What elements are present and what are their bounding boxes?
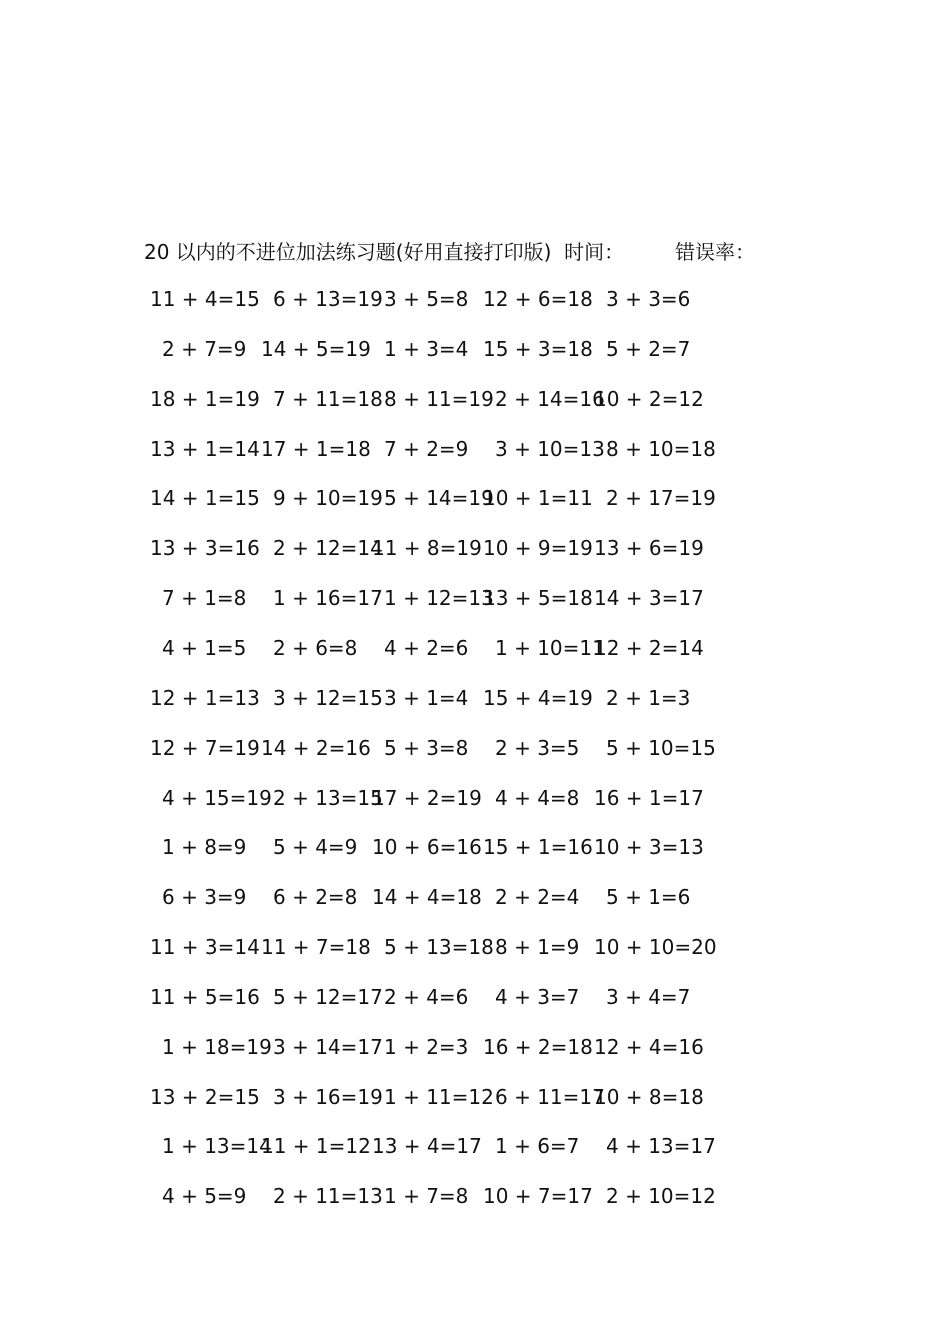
problem-cell: 2 + 2=4 (495, 885, 580, 910)
problem-cell: 1 + 11=12 (384, 1084, 494, 1109)
problem-cell: 5 + 1=6 (606, 885, 691, 910)
problem-cell: 6 + 11=17 (495, 1084, 605, 1109)
problem-cell: 11 + 4=15 (150, 287, 260, 311)
problem-row (0, 1033, 950, 1061)
problem-row (0, 1083, 950, 1111)
problem-row (0, 883, 950, 911)
problem-row (0, 335, 950, 363)
problem-cell: 12 + 6=18 (483, 287, 593, 311)
problem-cell: 7 + 1=8 (162, 586, 247, 611)
problem-cell: 14 + 4=18 (372, 885, 482, 910)
problem-cell: 8 + 10=18 (606, 436, 716, 461)
problem-cell: 4 + 4=8 (495, 785, 580, 810)
problem-cell: 11 + 5=16 (150, 984, 260, 1009)
problem-cell: 13 + 6=19 (594, 536, 704, 561)
problem-row (0, 634, 950, 662)
problem-row (0, 734, 950, 762)
problem-cell: 17 + 1=18 (261, 436, 371, 461)
problem-cell: 14 + 5=19 (261, 336, 371, 361)
problem-cell: 6 + 13=19 (273, 287, 383, 311)
problem-cell: 12 + 2=14 (594, 635, 704, 660)
problem-cell: 10 + 6=16 (372, 835, 482, 860)
problem-row (0, 285, 950, 313)
problem-cell: 1 + 18=19 (162, 1034, 272, 1059)
problem-cell: 13 + 4=17 (372, 1134, 482, 1159)
problem-cell: 2 + 12=14 (273, 536, 383, 561)
problem-cell: 10 + 3=13 (594, 835, 704, 860)
problem-row (0, 833, 950, 861)
problem-cell: 12 + 1=13 (150, 685, 260, 710)
problem-cell: 4 + 1=5 (162, 635, 247, 660)
problem-cell: 16 + 1=17 (594, 785, 704, 810)
problem-row (0, 684, 950, 712)
problem-cell: 3 + 3=6 (606, 287, 691, 311)
problem-cell: 9 + 10=19 (273, 486, 383, 511)
problem-row (0, 933, 950, 961)
problem-cell: 2 + 7=9 (162, 336, 247, 361)
problem-cell: 13 + 3=16 (150, 536, 260, 561)
problem-cell: 2 + 10=12 (606, 1184, 716, 1209)
problem-cell: 2 + 13=15 (273, 785, 383, 810)
problem-cell: 1 + 12=13 (384, 586, 494, 611)
problem-cell: 5 + 13=18 (384, 935, 494, 960)
problem-cell: 15 + 1=16 (483, 835, 593, 860)
problem-cell: 3 + 10=13 (495, 436, 605, 461)
problem-cell: 14 + 1=15 (150, 486, 260, 511)
problem-cell: 3 + 14=17 (273, 1034, 383, 1059)
problem-cell: 2 + 11=13 (273, 1184, 383, 1209)
problem-cell: 18 + 1=19 (150, 386, 260, 411)
problem-cell: 4 + 5=9 (162, 1184, 247, 1209)
problem-cell: 11 + 7=18 (261, 935, 371, 960)
problem-cell: 13 + 1=14 (150, 436, 260, 461)
problem-cell: 1 + 13=14 (162, 1134, 272, 1159)
problem-cell: 1 + 8=9 (162, 835, 247, 860)
problem-cell: 3 + 5=8 (384, 287, 469, 311)
problem-cell: 1 + 16=17 (273, 586, 383, 611)
problem-row (0, 983, 950, 1011)
problem-cell: 1 + 3=4 (384, 336, 469, 361)
problem-cell: 5 + 10=15 (606, 735, 716, 760)
problem-cell: 4 + 3=7 (495, 984, 580, 1009)
problem-cell: 1 + 6=7 (495, 1134, 580, 1159)
problem-cell: 2 + 3=5 (495, 735, 580, 760)
problem-cell: 3 + 4=7 (606, 984, 691, 1009)
problem-cell: 12 + 4=16 (594, 1034, 704, 1059)
problem-cell: 1 + 2=3 (384, 1034, 469, 1059)
problem-row (0, 534, 950, 562)
problem-cell: 6 + 3=9 (162, 885, 247, 910)
problem-cell: 4 + 2=6 (384, 635, 469, 660)
problem-row (0, 1182, 950, 1210)
problem-row (0, 784, 950, 812)
problem-cell: 7 + 2=9 (384, 436, 469, 461)
problem-cell: 15 + 3=18 (483, 336, 593, 361)
problem-cell: 1 + 10=11 (495, 635, 605, 660)
problem-cell: 15 + 4=19 (483, 685, 593, 710)
problem-cell: 2 + 14=16 (495, 386, 605, 411)
problem-cell: 7 + 11=18 (273, 386, 383, 411)
problem-cell: 10 + 2=12 (594, 386, 704, 411)
problem-cell: 10 + 1=11 (483, 486, 593, 511)
problem-cell: 13 + 2=15 (150, 1084, 260, 1109)
problem-cell: 11 + 1=12 (261, 1134, 371, 1159)
problem-cell: 10 + 9=19 (483, 536, 593, 561)
problem-cell: 5 + 2=7 (606, 336, 691, 361)
problem-cell: 3 + 12=15 (273, 685, 383, 710)
problem-cell: 2 + 17=19 (606, 486, 716, 511)
problem-cell: 13 + 5=18 (483, 586, 593, 611)
problem-row (0, 584, 950, 612)
problem-cell: 5 + 4=9 (273, 835, 358, 860)
problem-cell: 2 + 1=3 (606, 685, 691, 710)
problem-cell: 5 + 3=8 (384, 735, 469, 760)
problem-cell: 3 + 1=4 (384, 685, 469, 710)
problem-cell: 14 + 2=16 (261, 735, 371, 760)
problem-cell: 4 + 13=17 (606, 1134, 716, 1159)
problem-cell: 5 + 12=17 (273, 984, 383, 1009)
problem-cell: 16 + 2=18 (483, 1034, 593, 1059)
problem-cell: 10 + 8=18 (594, 1084, 704, 1109)
problem-cell: 5 + 14=19 (384, 486, 494, 511)
problem-cell: 8 + 11=19 (384, 386, 494, 411)
problem-row (0, 435, 950, 463)
problem-cell: 17 + 2=19 (372, 785, 482, 810)
problem-cell: 2 + 4=6 (384, 984, 469, 1009)
problem-cell: 6 + 2=8 (273, 885, 358, 910)
problem-cell: 11 + 3=14 (150, 935, 260, 960)
problem-row (0, 1132, 950, 1160)
problem-row (0, 484, 950, 512)
problem-cell: 2 + 6=8 (273, 635, 358, 660)
problem-cell: 12 + 7=19 (150, 735, 260, 760)
problem-cell: 11 + 8=19 (372, 536, 482, 561)
problem-row (0, 385, 950, 413)
problem-cell: 1 + 7=8 (384, 1184, 469, 1209)
problem-cell: 14 + 3=17 (594, 586, 704, 611)
problem-cell: 10 + 7=17 (483, 1184, 593, 1209)
problem-cell: 3 + 16=19 (273, 1084, 383, 1109)
problem-cell: 8 + 1=9 (495, 935, 580, 960)
problem-cell: 4 + 15=19 (162, 785, 272, 810)
page-title: 20 以内的不进位加法练习题(好用直接打印版) 时间： 错误率： (144, 240, 755, 264)
problem-cell: 10 + 10=20 (594, 935, 717, 960)
